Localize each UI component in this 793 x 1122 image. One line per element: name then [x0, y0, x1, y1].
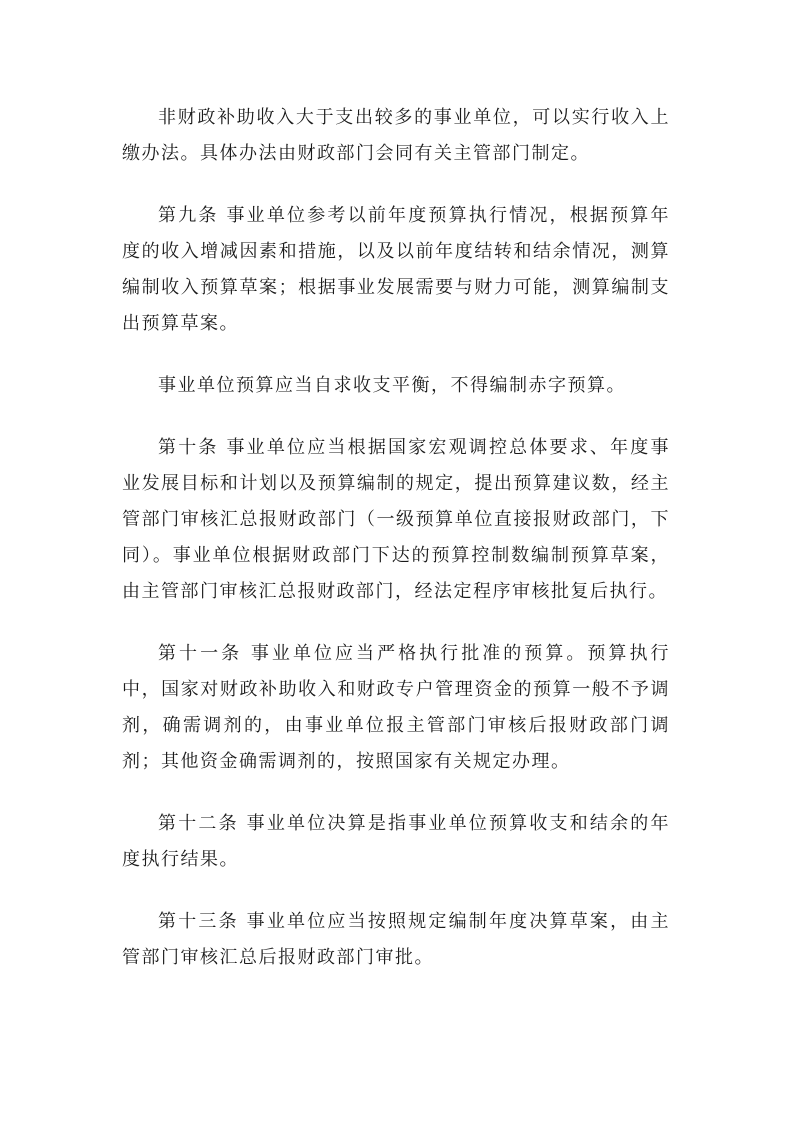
paragraph-budget-balance: 事业单位预算应当自求收支平衡，不得编制赤字预算。 — [158, 375, 626, 396]
paragraph-income-remittance: 非财政补助收入大于支出较多的事业单位，可以实行收入上缴办法。具体办法由财政部门会同有关主管部门制定。 — [122, 107, 670, 164]
paragraph-article-13: 第十三条 事业单位应当按照规定编制年度决算草案，由主管部门审核汇总后报财政部门审批。 — [122, 911, 670, 968]
paragraph-article-9: 第九条 事业单位参考以前年度预算执行情况，根据预算年度的收入增减因素和措施，以及以前年度结转和结余情况，测算编制收入预算草案；根据事业发展需要与财力可能，测算编制支出预算草案。 — [122, 205, 670, 334]
document-body — [122, 100, 670, 1002]
paragraph-article-12: 第十二条 事业单位决算是指事业单位预算收支和结余的年度执行结果。 — [122, 813, 670, 870]
paragraph-article-10: 第十条 事业单位应当根据国家宏观调控总体要求、年度事业发展目标和计划以及预算编制的规定，提出预算建议数，经主管部门审核汇总报财政部门（一级预算单位直接报财政部门，下同）。事业单位根据财政部门下达的预算控制数编制预算草案，由主管部门审核汇总报财政部门，经法定程序审核批复后执行。 — [122, 437, 670, 602]
paragraph-article-11: 第十一条 事业单位应当严格执行批准的预算。预算执行中，国家对财政补助收入和财政专户管理资金的预算一般不予调剂，确需调剂的，由事业单位报主管部门审核后报财政部门调剂；其他资金确需调剂的，按照国家有关规定办理。 — [122, 643, 670, 772]
